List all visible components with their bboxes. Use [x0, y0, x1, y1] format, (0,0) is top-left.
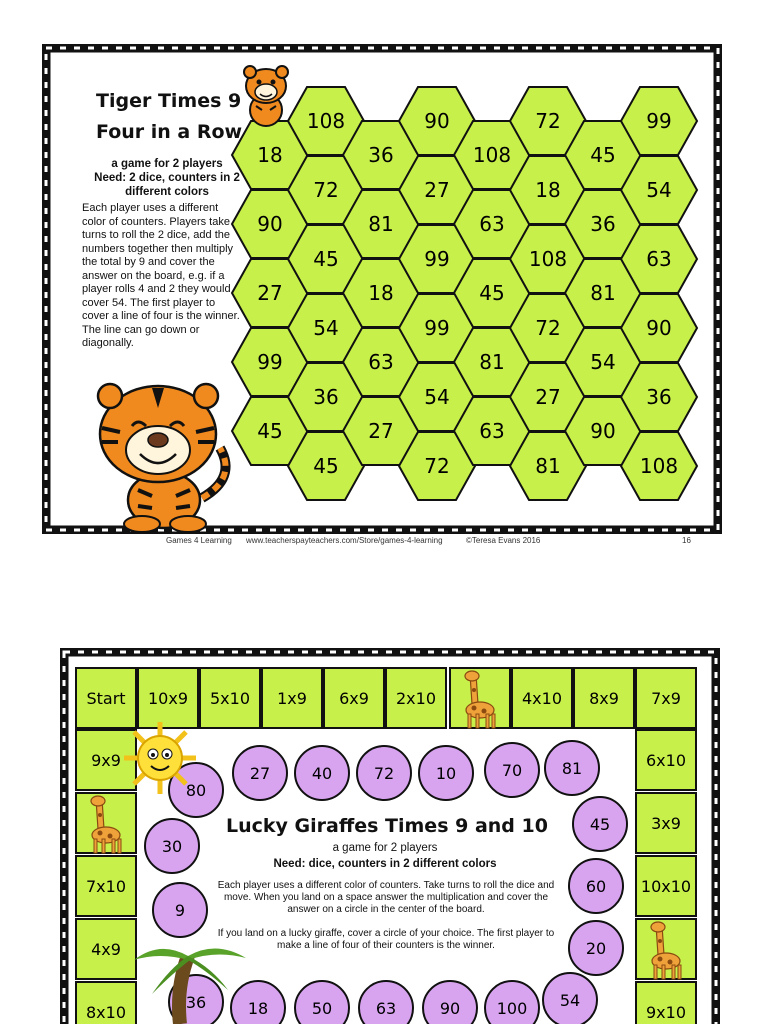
hex-cell-value: 36: [368, 143, 394, 167]
giraffe-players: a game for 2 players: [332, 842, 438, 854]
giraffe-rules-2: If you land on a lucky giraffe, cover a circle of your choice. The first player to make a line of four of their counters is the winner.: [217, 928, 555, 951]
board-space-label: 4x9: [91, 940, 121, 959]
answer-circle-value: 80: [185, 781, 207, 800]
hex-cell-value: 45: [479, 281, 505, 305]
board-space-label: 8x9: [589, 689, 619, 708]
board-space[interactable]: [200, 668, 260, 728]
footer-page-number: 16: [682, 536, 691, 545]
board-space-label: 7x10: [85, 877, 127, 896]
answer-circle[interactable]: [295, 981, 349, 1024]
answer-circle[interactable]: [423, 981, 477, 1024]
hex-cell-value: 27: [368, 419, 394, 443]
board-space[interactable]: [76, 982, 136, 1024]
board-space-label: 2x10: [395, 689, 437, 708]
footer-url[interactable]: www.teacherspayteachers.com/Store/games-4-learning: [246, 536, 443, 545]
hex-cell-value: 99: [424, 247, 450, 271]
answer-circle-value: 30: [161, 837, 183, 856]
answer-circle[interactable]: [357, 746, 411, 800]
hex-cell-value: 45: [313, 247, 339, 271]
hex-cell-value: 45: [590, 143, 616, 167]
giraffe-title: Lucky Giraffes Times 9 and 10: [226, 815, 548, 837]
hex-cell-value: 72: [313, 178, 339, 202]
hex-cell-value: 54: [646, 178, 672, 202]
hex-cell-value: 81: [479, 350, 505, 374]
board-space[interactable]: [386, 668, 446, 728]
answer-circle[interactable]: [153, 883, 207, 937]
board-space-label: 10x9: [147, 689, 189, 708]
board-space-label: 8x10: [85, 1003, 127, 1022]
hex-cell-value: 18: [535, 178, 561, 202]
hex-cell-value: 36: [646, 385, 672, 409]
board-space[interactable]: [636, 793, 696, 853]
answer-circle[interactable]: [543, 973, 597, 1024]
hex-cell-value: 63: [479, 419, 505, 443]
board-space[interactable]: [512, 668, 572, 728]
hex-cell-value: 36: [313, 385, 339, 409]
answer-circle[interactable]: [485, 743, 539, 797]
hex-cell-value: 45: [313, 454, 339, 478]
board-space-label: 3x9: [651, 814, 681, 833]
small-tiger-icon: [238, 60, 294, 130]
answer-circle-value: 63: [375, 999, 397, 1018]
answer-circle-value: 45: [589, 815, 611, 834]
answer-circle-value: 36: [185, 993, 207, 1012]
answer-circle[interactable]: [419, 746, 473, 800]
board-space-label: 7x9: [651, 689, 681, 708]
answer-circle-value: 18: [247, 999, 269, 1018]
answer-circle-value: 27: [249, 764, 271, 783]
answer-circle-value: 50: [311, 999, 333, 1018]
board-space[interactable]: [76, 919, 136, 979]
hex-cell-value: 108: [472, 143, 512, 167]
answer-circle[interactable]: [569, 859, 623, 913]
board-space[interactable]: [138, 668, 198, 728]
hex-cell-value: 72: [424, 454, 450, 478]
answer-circle-value: 81: [561, 759, 583, 778]
answer-circle[interactable]: [359, 981, 413, 1024]
board-space-label: 1x9: [277, 689, 307, 708]
hex-cell-value: 81: [535, 454, 561, 478]
hex-cell-value: 45: [257, 419, 283, 443]
giraffe-rules-1: Each player uses a different color of counters. Take turns to roll the dice and move. When you land on a space answer the multiplication and cover the answer on a circle in the center of the board.: [217, 880, 555, 915]
board-space[interactable]: [262, 668, 322, 728]
answer-circle[interactable]: [485, 981, 539, 1024]
sun-icon: [120, 720, 200, 796]
answer-circle-value: 10: [435, 764, 457, 783]
board-space[interactable]: [574, 668, 634, 728]
board-space-label: 10x10: [640, 877, 692, 896]
answer-circle[interactable]: [569, 921, 623, 975]
hex-cell-value: 90: [590, 419, 616, 443]
hex-cell-value: 36: [590, 212, 616, 236]
hex-cell-value: 99: [646, 109, 672, 133]
board-space-label: 6x9: [339, 689, 369, 708]
answer-circle-value: 100: [496, 999, 528, 1018]
hex-cell-value: 81: [590, 281, 616, 305]
board-space-label: 9x9: [91, 751, 121, 770]
tiger-need: Need: 2 dice, counters in 2 different colors: [94, 172, 240, 198]
answer-circle-value: 60: [585, 877, 607, 896]
answer-circle-value: 54: [559, 991, 581, 1010]
board-space[interactable]: [76, 856, 136, 916]
hex-cell-value: 99: [424, 316, 450, 340]
answer-circle[interactable]: [545, 741, 599, 795]
answer-circle[interactable]: [145, 819, 199, 873]
board-space-label: 5x10: [209, 689, 251, 708]
tiger-title-line2: Four in a Row: [96, 121, 243, 143]
tiger-players: a game for 2 players: [111, 158, 223, 170]
hex-cell-value: 90: [646, 316, 672, 340]
hex-cell-value: 18: [368, 281, 394, 305]
board-space[interactable]: [450, 668, 510, 728]
hex-cell-value: 72: [535, 109, 561, 133]
answer-circle[interactable]: [573, 797, 627, 851]
board-space[interactable]: [324, 668, 384, 728]
big-tiger-icon: [92, 378, 242, 534]
hex-cell-value: 54: [313, 316, 339, 340]
board-space[interactable]: [636, 730, 696, 790]
board-space[interactable]: [76, 793, 136, 853]
hex-cell-value: 108: [639, 454, 679, 478]
tiger-rules: Each player uses a different color of counters. Players take turns to roll the 2 dice, add the numbers together then multiply the total by 9 and cover the answer on the board, e.g. if a player rolls 4 and 2 they would cover 54. The first player to cover a line of four is the winner. The line can go down or diagonally.: [82, 202, 240, 349]
answer-circle-value: 90: [439, 999, 461, 1018]
hex-cell-value: 108: [306, 109, 346, 133]
hex-cell-value: 81: [368, 212, 394, 236]
hex-cell-value: 27: [424, 178, 450, 202]
board-space[interactable]: [636, 919, 696, 979]
answer-circle-value: 9: [174, 901, 186, 920]
answer-circle-value: 72: [373, 764, 395, 783]
hex-cell-value: 63: [646, 247, 672, 271]
hex-cell-value: 108: [528, 247, 568, 271]
palm-tree-icon: [130, 938, 250, 1024]
footer-copyright: ©Teresa Evans 2016: [466, 536, 541, 545]
answer-circle[interactable]: [295, 746, 349, 800]
board-space[interactable]: [636, 856, 696, 916]
board-space-label: Start: [86, 689, 126, 708]
hex-cell-value: 18: [257, 143, 283, 167]
hex-cell-value: 72: [535, 316, 561, 340]
answer-circle-value: 40: [311, 764, 333, 783]
giraffe-need: Need: dice, counters in 2 different colors: [273, 858, 497, 870]
hex-cell-value: 99: [257, 350, 283, 374]
board-space-label: 4x10: [521, 689, 563, 708]
hex-cell-value: 90: [424, 109, 450, 133]
board-space[interactable]: [76, 668, 136, 728]
hex-cell-value: 90: [257, 212, 283, 236]
hex-cell-value: 27: [535, 385, 561, 409]
answer-circle-value: 20: [585, 939, 607, 958]
tiger-title-line1: Tiger Times 9: [96, 90, 242, 112]
hex-cell-value: 63: [368, 350, 394, 374]
answer-circle[interactable]: [233, 746, 287, 800]
hex-cell-value: 54: [424, 385, 450, 409]
hex-cell-value: 63: [479, 212, 505, 236]
board-space-label: 6x10: [645, 751, 687, 770]
board-space[interactable]: [636, 668, 696, 728]
board-space[interactable]: [636, 982, 696, 1024]
board-space-label: 9x10: [645, 1003, 687, 1022]
answer-circle-value: 70: [501, 761, 523, 780]
hex-cell-value: 54: [590, 350, 616, 374]
hex-cell-value: 27: [257, 281, 283, 305]
footer-brand: Games 4 Learning: [166, 536, 232, 545]
